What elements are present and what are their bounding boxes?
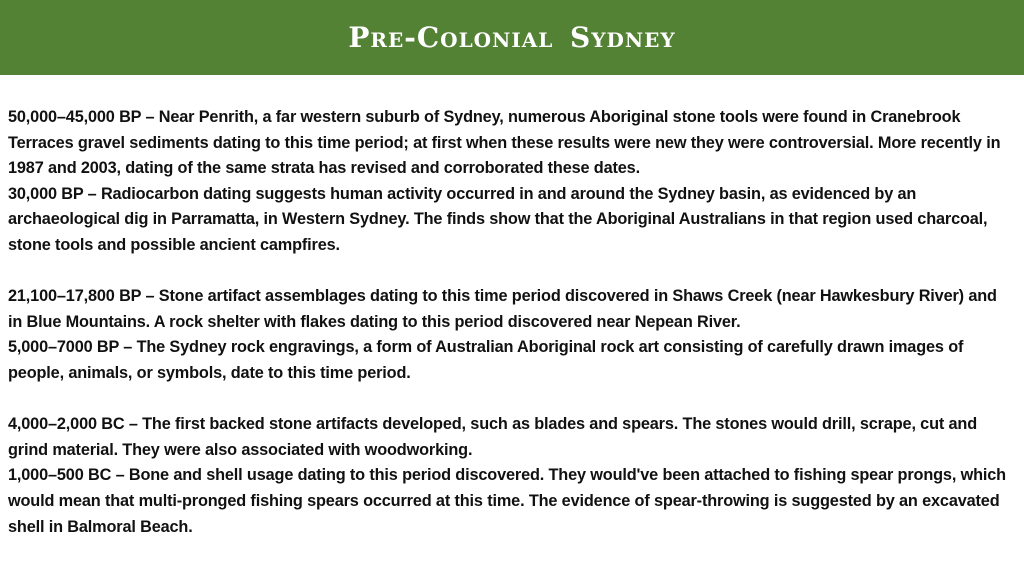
paragraph-shaws-creek: 21,100–17,800 BP – Stone artifact assemblages dating to this time period discovered in Shaws Creek (near Hawkesbury River) and in Blue Mountains. A rock shelter with flakes dating to this period discovered near Nepean River.	[8, 287, 997, 331]
paragraph-rock-engravings: 5,000–7000 BP – The Sydney rock engravings, a form of Australian Aboriginal rock art consisting of carefully drawn images of people, animals, or symbols, date to this time period.	[8, 338, 964, 382]
paragraph-penrith: 50,000–45,000 BP – Near Penrith, a far western suburb of Sydney, numerous Aboriginal stone tools were found in Cranebrook Terraces gravel sediments dating to this time period; at first when these results were new they were controversial. More recently in 1987 and 2003, dating of the same strata has revised and corroborated these dates.	[8, 108, 1001, 178]
slide-title: Pre-Colonial Sydney	[348, 20, 676, 54]
slide-body	[8, 105, 1008, 540]
paragraph-backed-stone-artifacts: 4,000–2,000 BC – The first backed stone artifacts developed, such as blades and spears. The stones would drill, scrape, cut and grind material. They were also associated with woodworking.	[8, 415, 978, 459]
title-bar	[0, 0, 1024, 75]
paragraph-bone-and-shell: 1,000–500 BC – Bone and shell usage dating to this period discovered. They would've been attached to fishing spear prongs, which would mean that multi-pronged fishing spears occurred at this time. The evidence of spear-throwing is suggested by an excavated shell in Balmoral Beach.	[8, 466, 1006, 536]
paragraph-parramatta: 30,000 BP – Radiocarbon dating suggests human activity occurred in and around the Sydney basin, as evidenced by an archaeological dig in Parramatta, in Western Sydney. The finds show that the Aboriginal Australians in that region used charcoal, stone tools and possible ancient campfires.	[8, 184, 988, 254]
